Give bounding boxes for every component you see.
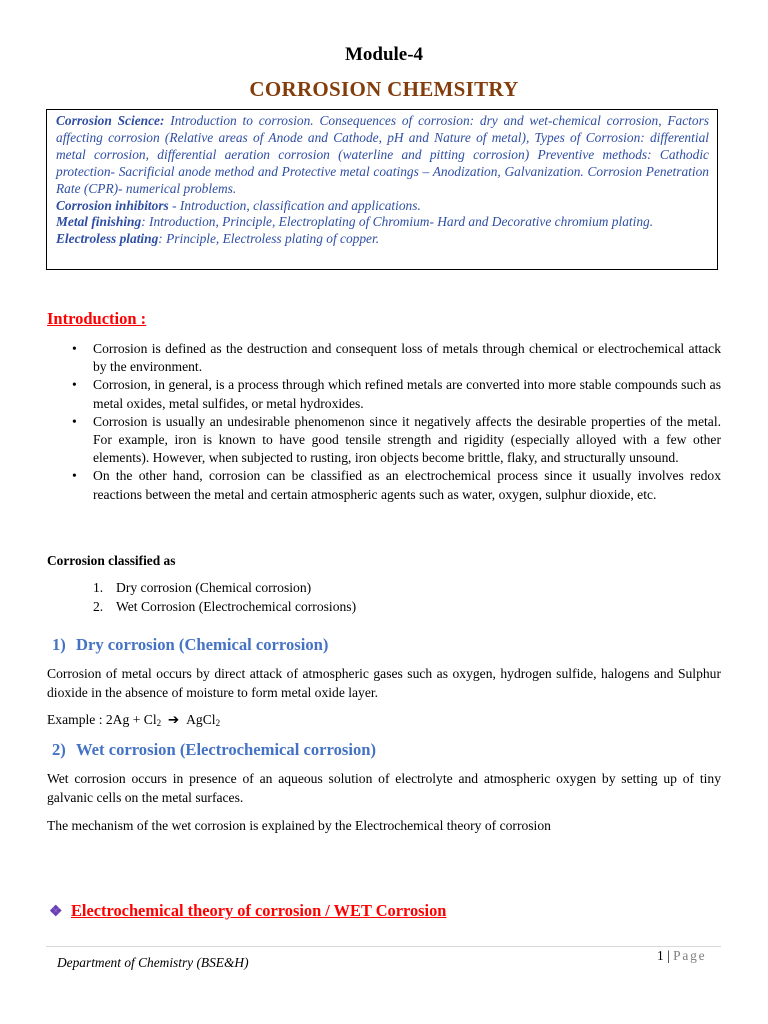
list-text: Dry corrosion (Chemical corrosion) bbox=[116, 580, 312, 595]
page-title: CORROSION CHEMSITRY bbox=[249, 77, 519, 101]
subscript: 2 bbox=[215, 718, 221, 728]
bullet-icon: • bbox=[72, 377, 77, 393]
heading-text: Electrochemical theory of corrosion / WET Corrosion bbox=[71, 901, 447, 920]
list-number: 1. bbox=[93, 580, 104, 595]
footer-divider bbox=[46, 946, 721, 947]
syllabus-metal-finishing bbox=[56, 214, 709, 231]
example-product: AgCl bbox=[186, 712, 216, 727]
bullet-icon: • bbox=[72, 413, 77, 429]
heading-number: 2) bbox=[52, 740, 66, 759]
syllabus-text: : Principle, Electroless plating of copper. bbox=[158, 231, 380, 247]
classification-label: Corrosion classified as bbox=[47, 553, 176, 568]
list-item bbox=[93, 598, 356, 617]
syllabus-label: Corrosion inhibitors bbox=[56, 197, 169, 213]
syllabus-text: : Introduction, Principle, Electroplating of Chromium- Hard and Decorative chromium plating. bbox=[141, 214, 654, 230]
page-label: Page bbox=[673, 948, 707, 963]
list-number: 2. bbox=[93, 598, 104, 614]
footer-page-number bbox=[657, 948, 706, 964]
dry-corrosion-heading bbox=[52, 635, 328, 655]
electrochemical-theory-heading bbox=[49, 901, 446, 921]
example-reactants: Example : 2Ag + Cl bbox=[47, 712, 157, 727]
wet-corrosion-text: Wet corrosion occurs in presence of an aqueous solution of electrolyte and atmospheric oxygen by setting up of tiny galvanic cells on the metal surfaces. bbox=[47, 771, 721, 805]
syllabus-label: Electroless plating bbox=[56, 231, 159, 247]
bullet-text: Corrosion is defined as the destruction and consequent loss of metals through chemical or electrochemical attack by the environment. bbox=[93, 341, 721, 375]
list-item bbox=[93, 579, 356, 598]
syllabus-electroless bbox=[56, 231, 709, 248]
dry-corrosion-example bbox=[47, 711, 220, 733]
footer-department: Department of Chemistry (BSE&H) bbox=[57, 955, 249, 970]
list-item bbox=[72, 340, 721, 376]
diamond-bullet-icon: ❖ bbox=[49, 904, 63, 920]
bullet-icon: • bbox=[72, 341, 77, 356]
subscript: 2 bbox=[156, 718, 162, 728]
wet-corrosion-mechanism: The mechanism of the wet corrosion is explained by the Electrochemical theory of corrosion bbox=[47, 818, 551, 833]
wet-corrosion-heading bbox=[52, 740, 376, 760]
classification-list bbox=[93, 579, 356, 616]
bullet-text: On the other hand, corrosion can be classified as an electrochemical process since it usually involves redox reactions between the metal and certain atmospheric agents such as water, oxygen, sulphur dioxide, etc. bbox=[93, 468, 721, 502]
list-item bbox=[72, 376, 721, 412]
syllabus-text: - Introduction, classification and applications. bbox=[168, 197, 421, 213]
bullet-icon: • bbox=[72, 468, 77, 484]
heading-text: Wet corrosion (Electrochemical corrosion) bbox=[76, 740, 376, 759]
page-number: 1 bbox=[657, 948, 664, 963]
arrow-icon: ➔ bbox=[167, 712, 180, 727]
introduction-heading: Introduction : bbox=[47, 309, 147, 328]
page-separator: | bbox=[667, 948, 670, 963]
heading-text: Dry corrosion (Chemical corrosion) bbox=[76, 635, 329, 654]
syllabus-box bbox=[46, 109, 718, 270]
syllabus-label: Corrosion Science: bbox=[56, 113, 165, 128]
list-item bbox=[72, 413, 721, 468]
syllabus-label: Metal finishing bbox=[56, 214, 142, 230]
bullet-text: Corrosion, in general, is a process through which refined metals are converted into more stable compounds such as metal oxides, metal sulfides, or metal hydroxides. bbox=[93, 377, 721, 411]
module-heading: Module-4 bbox=[344, 44, 424, 65]
list-item bbox=[72, 467, 721, 503]
syllabus-inhibitors bbox=[56, 198, 709, 215]
heading-number: 1) bbox=[52, 635, 66, 654]
dry-corrosion-text: Corrosion of metal occurs by direct attack of atmospheric gases such as oxygen, hydrogen sulfide, halogens and Sulphur dioxide in the absence of moisture to form metal oxide layer. bbox=[47, 666, 721, 700]
syllabus-text: Introduction to corrosion. Consequences of corrosion: dry and wet-chemical corrosion, Factors affecting corrosion (Relative areas of Anode and Cathode, pH and Nature of metal), Types of Corrosion: differential metal corrosion, differential aeration corrosion (waterline and pitting corrosion) Preventive methods: Cathodic protection- Sacrificial anode method and Protective metal coatings – Anodization, Galvanization. Corrosion Penetration Rate (CPR)- numerical problems. bbox=[56, 113, 709, 196]
syllabus-corrosion-science bbox=[56, 113, 709, 198]
bullet-text: Corrosion is usually an undesirable phenomenon since it negatively affects the desirable properties of the metal. For example, iron is known to have good tensile strength and rigidity (especially alloyed with a few other elements). However, when subjected to rusting, iron objects become brittle, flaky, and structurally unsound. bbox=[93, 413, 721, 466]
introduction-bullet-list bbox=[72, 340, 721, 504]
list-text: Wet Corrosion (Electrochemical corrosions) bbox=[116, 598, 357, 614]
